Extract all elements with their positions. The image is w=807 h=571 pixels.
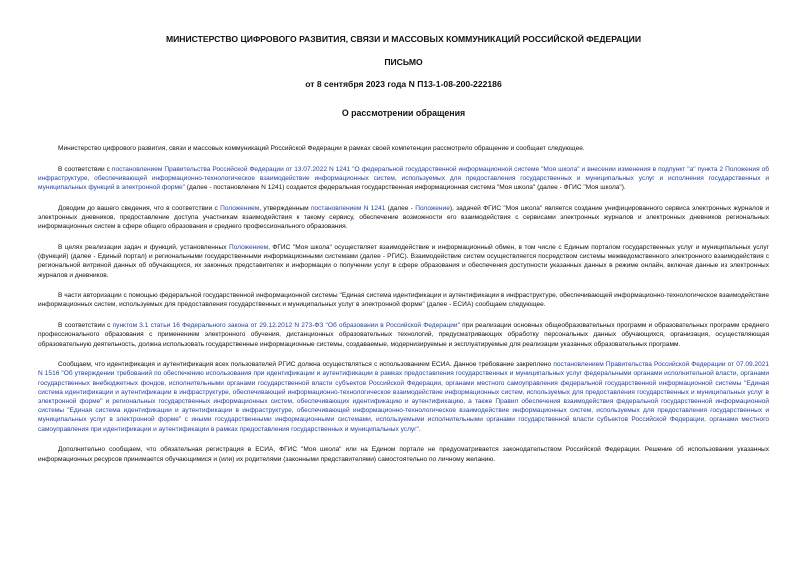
- legal-reference-link[interactable]: Положением: [228, 243, 269, 251]
- paragraph-text: В соответствии с: [58, 165, 112, 173]
- body-paragraph: [38, 445, 769, 463]
- document-type: ПИСЬМО: [384, 57, 423, 67]
- paragraph-text: (далее -: [385, 204, 416, 212]
- paragraph-text: , утвержденным: [259, 204, 311, 212]
- body-paragraph: [38, 291, 769, 309]
- legal-reference-link[interactable]: постановлением Правительства Российской Федерации от 07.09.2021 N 1516 "Об утверждении требований по обеспечению использования при идентификации и аутентификации в рамках предоставления государственных и муниципальных услуг федеральными органами исполнительной власти, органами государственных внебюджетных фондов, исполнительными органами государственной власти субъектов Российской Федерации, органами местного самоуправления федеральной государственной информационной системы "Единая система идентификации и аутентификации в инфраструктуре, обеспечивающей информационно-технологическое взаимодействие информационных систем, используемых для предоставления государственных и муниципальных услуг в электронной форме" и региональных государственных информационных систем, обеспечивающих идентификацию и аутентификацию, а также Правил обеспечения взаимодействия федеральной государственной информационной системы "Единая система идентификации и аутентификации в инфраструктуре, обеспечивающей информационно-технологическое взаимодействие информационных систем, используемых для предоставления государственных и муниципальных услуг в электронной форме" с иными государственными информационными системами, используемыми исполнительными органами государственной власти субъектов Российской Федерации, органами местного самоуправления при идентификации и аутентификации в рамках предоставления государственных и муниципальных услуг": [38, 361, 770, 433]
- paragraph-text: Дополнительно сообщаем, что обязательная регистрация в ЕСИА, ФГИС "Моя школа" или на Едином портале не предусматривается законодательством Российской Федерации. Решение об использовании указанных информационных ресурсов принимается обучающимися и (или) их родителями (законными представителями) самостоятельно по личному желанию.: [38, 446, 769, 463]
- paragraph-text: при реализации основных общеобразовательных программ и образовательных программ среднего профессионального образования с применением электронного обучения, дистанционных образовательных технологий, предусматривающих обработку персональных данных обучающихся, организация, осуществляющая образовательную деятельность, должна использовать государственные информационные системы, создаваемые, модернизируемые и эксплуатируемые для реализации указанных образовательных программ.: [38, 322, 769, 348]
- paragraph-text: В целях реализации задач и функций, установленных: [58, 243, 229, 251]
- legal-reference-link[interactable]: постановлением N 1241: [310, 204, 386, 212]
- legal-reference-link[interactable]: пунктом 3.1 статьи 16 Федерального закона от 29.12.2012 N 273-ФЗ "Об образовании в Российской Федерации": [112, 322, 460, 330]
- body-paragraph: [38, 321, 769, 349]
- paragraph-text: Сообщаем, что идентификация и аутентификация всех пользователей РГИС должна осуществляться с использованием ЕСИА. Данное требование закреплено: [58, 361, 554, 369]
- ministry-title: МИНИСТЕРСТВО ЦИФРОВОГО РАЗВИТИЯ, СВЯЗИ И МАССОВЫХ КОММУНИКАЦИЙ РОССИЙСКОЙ ФЕДЕРАЦИИ: [165, 34, 642, 44]
- document-subject: О рассмотрении обращения: [341, 108, 466, 118]
- paragraph-text: В соответствии с: [58, 322, 113, 330]
- body-paragraph: [38, 360, 769, 434]
- body-paragraph: [38, 165, 769, 193]
- paragraph-text: (далее - постановление N 1241) создается федеральная государственная информационная система "Моя школа" (далее - ФГИС "Моя школа").: [184, 184, 626, 192]
- paragraph-text: Министерство цифрового развития, связи и массовых коммуникаций Российской Федерации в рамках своей компетенции рассмотрело обращение и сообщает следующее.: [58, 145, 585, 152]
- paragraph-text: В части авторизации с помощью федеральной государственной информационной системы "Единая система идентификации и аутентификации в инфраструктуре, обеспечивающей информационно-технологическое взаимодействие информационных систем, используемых для предоставления государственных и муниципальных услуг в электронной форме" (далее - ЕСИА) сообщаем следующее.: [38, 292, 769, 309]
- legal-reference-link[interactable]: Положение: [415, 204, 450, 212]
- body-paragraph: [38, 243, 769, 280]
- paragraph-text: , ФГИС "Моя школа" осуществляет взаимодействие и информационный обмен, в том числе с Единым порталом государственных услуг и муниципальных услуг (функций) (далее - Единый портал) и региональными государственными информационными системами (далее - РГИС). Взаимодействие систем осуществляется посредством системы межведомственного электронного взаимодействия с региональной витриной данных об обучающихся, их законных представителях и информации о получении услуг в сфере образования и обеспечения доступности указанных данных в режиме онлайн, включая данные из электронных журналов и дневников.: [38, 243, 769, 279]
- paragraph-text: Доводим до вашего сведения, что в соответствии с: [58, 204, 221, 212]
- paragraph-text: ), задачей ФГИС "Моя школа" является создание унифицированного сервиса электронных журналов и электронных дневников, предоставление доступа участникам взаимодействия к такому сервису, обеспечение возможности его взаимодействия с сервисами электронных журналов и электронных дневников региональных информационных систем в сфере общего образования и среднего профессионального образования.: [38, 204, 769, 231]
- body-paragraph: [38, 204, 769, 232]
- document-body: [38, 144, 769, 464]
- legal-reference-link[interactable]: постановлением Правительства Российской Федерации от 13.07.2022 N 1241 "О федеральной государственной информационной системе "Моя школа" и внесении изменения в подпункт "а" пункта 2 Положения об инфраструктуре, обеспечивающей информационно-технологическое взаимодействие информационных систем, используемых для предоставления государственных и муниципальных услуг и исполнения государственных и муниципальных функций в электронной форме": [38, 165, 769, 192]
- legal-reference-link[interactable]: Положением: [220, 204, 260, 212]
- paragraph-text: .: [418, 425, 421, 433]
- body-paragraph: [38, 144, 769, 153]
- document-date-number: от 8 сентября 2023 года N П13-1-08-200-222186: [305, 79, 502, 89]
